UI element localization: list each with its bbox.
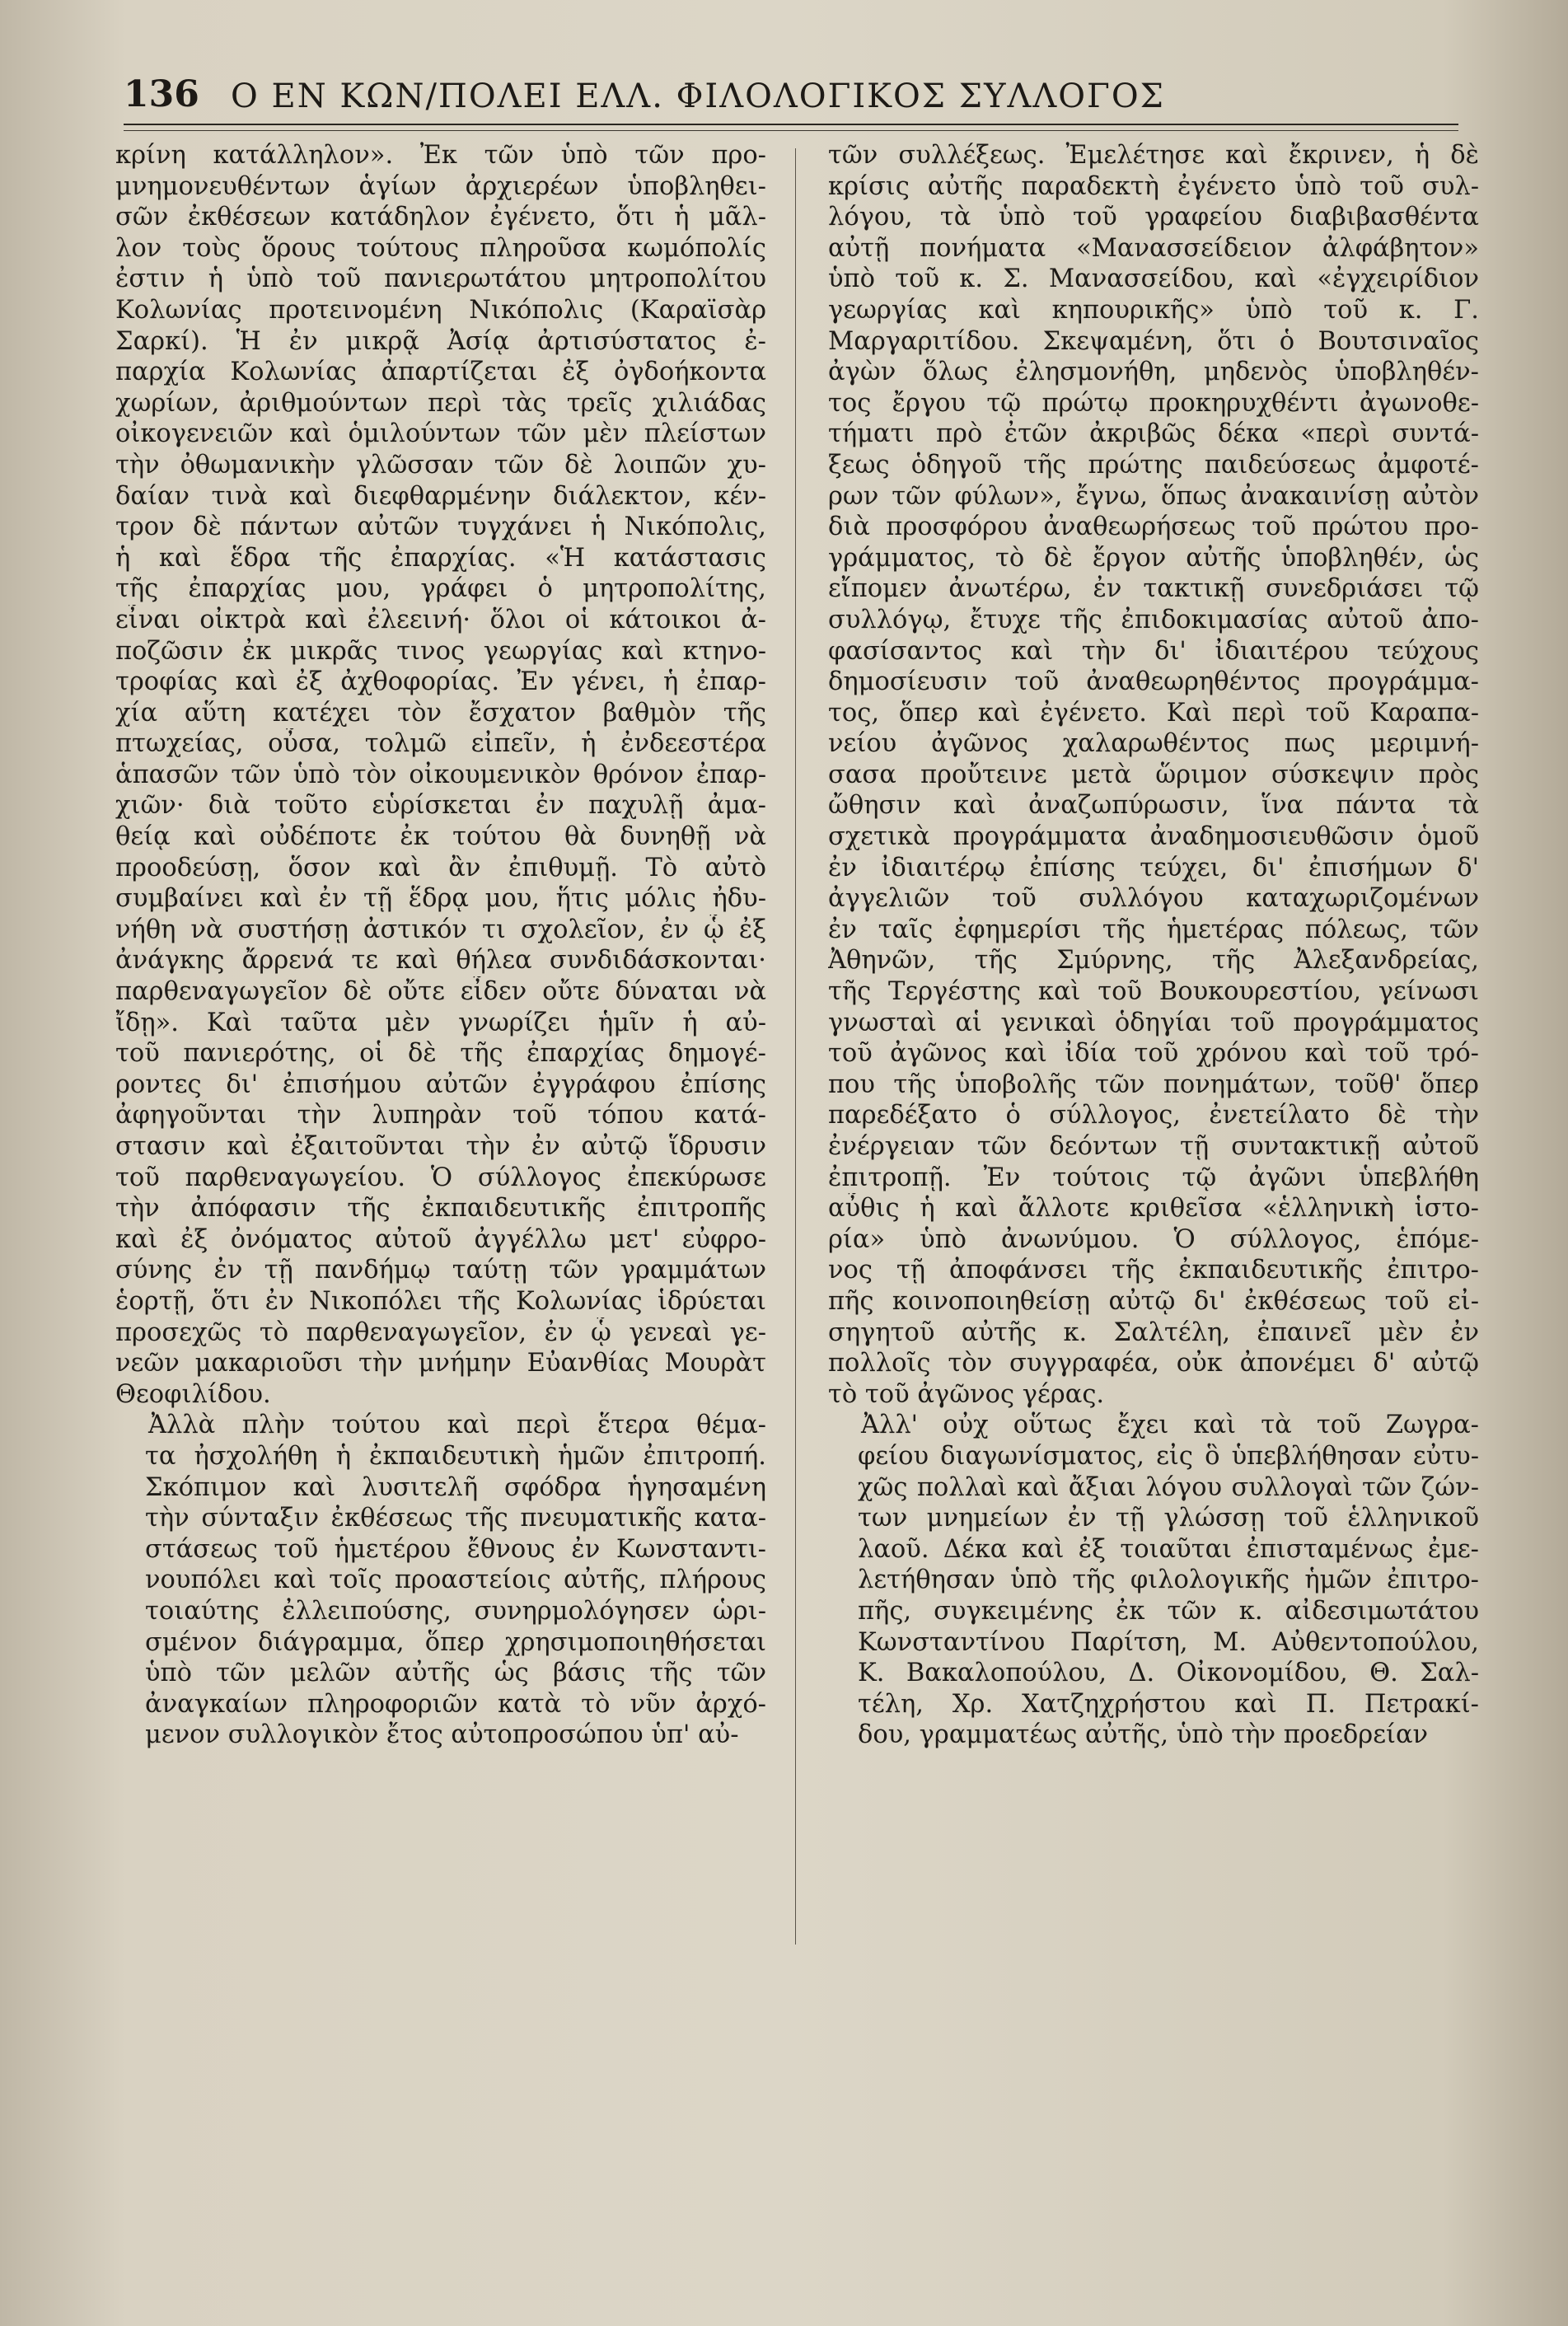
text-line: διὰ προσφόρου ἀναθεωρήσεως τοῦ πρώτου προ-	[828, 512, 1479, 542]
text-line: τέλη, Χρ. Χατζηχρήστου καὶ Π. Πετρακί-	[858, 1689, 1479, 1719]
paragraph	[115, 1410, 766, 1751]
text-line: μενον συλλογικὸν ἔτος αὐτοπροσώπου ὑπ' αὐ-	[145, 1720, 739, 1750]
text-line: Κ. Βακαλοπούλου, Δ. Οἰκονομίδου, Θ. Σαλ-	[858, 1659, 1479, 1688]
text-line: τροφίας καὶ ἐξ ἀχθοφορίας. Ἐν γένει, ἡ ἐπαρ-	[115, 667, 766, 697]
text-line: τα ἠσχολήθη ἡ ἐκπαιδευτικὴ ἡμῶν ἐπιτροπή.	[145, 1441, 766, 1471]
text-line: νήθη νὰ συστήσῃ ἀστικόν τι σχολεῖον, ἐν ᾧ ἐξ	[115, 915, 766, 944]
text-line: ἐστιν ἡ ὑπὸ τοῦ πανιερωτάτου μητροπολίτου	[115, 264, 766, 294]
text-line: σμένον διάγραμμα, ὅπερ χρησιμοποιηθήσεται	[145, 1627, 766, 1657]
text-line: τοῦ παρθεναγωγείου. Ὁ σύλλογος ἐπεκύρωσε	[115, 1163, 766, 1192]
text-line: χία αὕτη κατέχει τὸν ἔσχατον βαθμὸν τῆς	[115, 698, 766, 728]
text-line: πῆς, συγκειμένης ἐκ τῶν κ. αἰδεσιμωτάτου	[858, 1596, 1479, 1626]
text-line: συλλόγῳ, ἔτυχε τῆς ἐπιδοκιμασίας αὐτοῦ ἀπο-	[828, 605, 1479, 634]
text-line: πῆς κοινοποιηθείσῃ αὐτῷ δι' ἐκθέσεως τοῦ εἰ-	[828, 1286, 1479, 1316]
text-line: νος τῇ ἀποφάνσει τῆς ἐκπαιδευτικῆς ἐπιτρο-	[828, 1256, 1479, 1285]
text-line: ἀνάγκης ἄρρενά τε καὶ θήλεα συνδιδάσκονται·	[115, 946, 766, 976]
text-line: τοῦ ἀγῶνος καὶ ἰδία τοῦ χρόνου καὶ τοῦ τρό-	[828, 1039, 1479, 1069]
text-line: οἰκογενειῶν καὶ ὁμιλούντων τῶν μὲν πλείστων	[115, 419, 766, 449]
text-line: ἐνέργειαν τῶν δεόντων τῇ συντακτικῇ αὐτοῦ	[828, 1132, 1479, 1161]
text-line: χιῶν· διὰ τοῦτο εὑρίσκεται ἐν παχυλῇ ἀμα-	[115, 791, 766, 821]
text-line: παρεδέξατο ὁ σύλλογος, ἐνετείλατο δὲ τὴν	[828, 1101, 1479, 1130]
text-line: στασιν καὶ ἐξαιτοῦνται τὴν ἐν αὐτῷ ἵδρυσιν	[115, 1132, 766, 1161]
text-line: προσεχῶς τὸ παρθεναγωγεῖον, ἐν ᾧ γενεαὶ γε-	[115, 1317, 766, 1347]
paragraph	[828, 1410, 1479, 1751]
text-line: ἐπιτροπῇ. Ἐν τούτοις τῷ ἀγῶνι ὑπεβλήθη	[828, 1163, 1479, 1192]
text-line: τρον δὲ πάντων αὐτῶν τυγχάνει ἡ Νικόπολις,	[115, 512, 766, 542]
text-line: αὖθις ἡ καὶ ἄλλοτε κριθεῖσα «ἑλληνικὴ ἱστο-	[828, 1194, 1479, 1224]
text-line: τήματι πρὸ ἐτῶν ἀκριβῶς δέκα «περὶ συντά-	[828, 419, 1479, 449]
text-line: ἐν ἰδιαιτέρῳ ἐπίσης τεύχει, δι' ἐπισήμων δ'	[828, 853, 1479, 882]
text-line: προοδεύσῃ, ὅσον καὶ ἂν ἐπιθυμῇ. Τὸ αὐτὸ	[115, 853, 766, 882]
text-line: χωρίων, ἀριθμούντων περὶ τὰς τρεῖς χιλιάδας	[115, 388, 766, 418]
column-divider	[795, 148, 796, 1945]
text-line: λον τοὺς ὅρους τούτους πληροῦσα κωμόπολίς	[115, 233, 766, 263]
text-line: λαοῦ. Δέκα καὶ ἐξ τοιαῦται ἐπισταμένως ἐμε-	[858, 1534, 1479, 1564]
text-line: Ἀλλ' οὐχ οὕτως ἔχει καὶ τὰ τοῦ Ζωγρα-	[861, 1411, 1479, 1440]
text-line: ἀναγκαίων πληροφοριῶν κατὰ τὸ νῦν ἀρχό-	[145, 1689, 766, 1719]
text-line: εἶναι οἰκτρὰ καὶ ἐλεεινή· ὅλοι οἱ κάτοικοι ἀ-	[115, 605, 766, 634]
page-number: 136	[124, 73, 199, 115]
running-head: Ο ΕΝ ΚΩΝ/ΠΟΛΕΙ ΕΛΛ. ΦΙΛΟΛΟΓΙΚΟΣ ΣΥΛΛΟΓΟΣ	[231, 77, 1165, 115]
text-line: Μαργαριτίδου. Σκεψαμένη, ὅτι ὁ Βουτσιναῖος	[828, 326, 1479, 356]
text-line: ροντες δι' ἐπισήμου αὐτῶν ἐγγράφου ἐπίσης	[115, 1069, 766, 1099]
paragraph	[115, 140, 766, 1410]
text-line: κρίνη κατάλληλον». Ἐκ τῶν ὑπὸ τῶν προ-	[115, 141, 766, 170]
text-line: χῶς πολλαὶ καὶ ἄξιαι λόγου συλλογαὶ τῶν ζών-	[858, 1472, 1479, 1502]
text-line: σύνης ἐν τῇ πανδήμῳ ταύτῃ τῶν γραμμάτων	[115, 1256, 766, 1285]
header-rule	[124, 130, 1458, 131]
text-line: γνωσταὶ αἱ γενικαὶ ὁδηγίαι τοῦ προγράμματος	[828, 1008, 1479, 1037]
text-line: τος ἔργου τῷ πρώτῳ προκηρυχθέντι ἀγωνοθε-	[828, 388, 1479, 418]
text-line: μνημονευθέντων ἁγίων ἀρχιερέων ὑποβληθει-	[115, 171, 766, 201]
text-line: που τῆς ὑποβολῆς τῶν πονημάτων, τοῦθ' ὅπερ	[828, 1069, 1479, 1099]
text-line: Ἀλλὰ πλὴν τούτου καὶ περὶ ἕτερα θέμα-	[148, 1411, 766, 1440]
text-line: ἀγὼν ὅλως ἐλησμονήθη, μηδενὸς ὑποβληθέν-	[828, 358, 1479, 387]
text-line: τῆς Τεργέστης καὶ τοῦ Βουκουρεστίου, γείνωσι	[828, 977, 1479, 1007]
text-line: Θεοφιλίδου.	[115, 1379, 271, 1409]
text-line: φείου διαγωνίσματος, εἰς ὃ ὑπεβλήθησαν εὐτυ-	[858, 1441, 1479, 1471]
text-line: τὴν σύνταξιν ἐκθέσεως τῆς πνευματικῆς κατα-	[145, 1504, 766, 1533]
text-line: παρχία Κολωνίας ἀπαρτίζεται ἐξ ὀγδοήκοντα	[115, 358, 766, 387]
text-line: πολλοῖς τὸν συγγραφέα, οὐκ ἀπονέμει δ' αὐτῷ	[828, 1349, 1479, 1378]
text-line: στάσεως τοῦ ἡμετέρου ἔθνους ἐν Κωνσταντι-	[145, 1534, 766, 1564]
text-line: ποζῶσιν ἐκ μικρᾶς τινος γεωργίας καὶ κτηνο-	[115, 636, 766, 666]
right-column	[828, 140, 1479, 1751]
text-line: δαίαν τινὰ καὶ διεφθαρμένην διάλεκτον, κέν-	[115, 481, 766, 511]
text-line: παρθεναγωγεῖον δὲ οὔτε εἶδεν οὔτε δύναται νὰ	[115, 977, 766, 1007]
text-line: γεωργίας καὶ κηπουρικῆς» ὑπὸ τοῦ κ. Γ.	[828, 295, 1479, 325]
page-header	[124, 58, 1458, 125]
text-line: ξεως ὁδηγοῦ τῆς πρώτης παιδεύσεως ἀμφοτέ-	[828, 450, 1479, 480]
text-line: ἀφηγοῦνται τὴν λυπηρὰν τοῦ τόπου κατά-	[115, 1101, 766, 1130]
text-line: ἑορτῇ, ὅτι ἐν Νικοπόλει τῆς Κολωνίας ἱδρύεται	[115, 1286, 766, 1316]
text-line: δου, γραμματέως αὐτῆς, ὑπὸ τὴν προεδρείαν	[858, 1720, 1429, 1750]
text-line: κρίσις αὐτῆς παραδεκτὴ ἐγένετο ὑπὸ τοῦ συλ-	[828, 171, 1479, 201]
text-line: τὴν ἀπόφασιν τῆς ἐκπαιδευτικῆς ἐπιτροπῆς	[115, 1194, 766, 1224]
text-line: τῶν συλλέξεως. Ἐμελέτησε καὶ ἔκρινεν, ἡ δὲ	[828, 141, 1479, 170]
text-line: Σαρκί). Ἡ ἐν μικρᾷ Ἀσίᾳ ἀρτισύστατος ἐ-	[115, 326, 766, 356]
text-line: θείᾳ καὶ οὐδέποτε ἐκ τούτου θὰ δυνηθῇ νὰ	[115, 822, 766, 852]
text-line: λόγου, τὰ ὑπὸ τοῦ γραφείου διαβιβασθέντα	[828, 203, 1479, 232]
text-line: σηγητοῦ αὐτῆς κ. Σαλτέλη, ἐπαινεῖ μὲν ἐν	[828, 1317, 1479, 1347]
text-line: ρία» ὑπὸ ἀνωνύμου. Ὁ σύλλογος, ἑπόμε-	[828, 1224, 1479, 1254]
text-line: καὶ ἐξ ὀνόματος αὐτοῦ ἀγγέλλω μετ' εὐφρο-	[115, 1224, 766, 1254]
text-line: εἴπομεν ἀνωτέρω, ἐν τακτικῇ συνεδριάσει τῷ	[828, 574, 1479, 604]
text-line: νουπόλει καὶ τοῖς προαστείοις αὐτῆς, πλήρους	[145, 1565, 766, 1595]
text-line: σῶν ἐκθέσεων κατάδηλον ἐγένετο, ὅτι ἡ μᾶλ-	[115, 203, 766, 232]
text-line: νείου ἀγῶνος χαλαρωθέντος πως μεριμνή-	[828, 729, 1479, 759]
text-line: ἀγγελιῶν τοῦ συλλόγου καταχωριζομένων	[828, 884, 1479, 914]
text-line: ἴδῃ». Καὶ ταῦτα μὲν γνωρίζει ἡμῖν ἡ αὐ-	[115, 1008, 766, 1037]
text-line: ἡ καὶ ἕδρα τῆς ἐπαρχίας. «Ἡ κατάστασις	[115, 543, 766, 573]
text-line: ἐν ταῖς ἐφημερίσι τῆς ἡμετέρας πόλεως, τῶν	[828, 915, 1479, 944]
text-line: σασα προὔτεινε μετὰ ὥριμον σύσκεψιν πρὸς	[828, 760, 1479, 789]
text-line: δημοσίευσιν τοῦ ἀναθεωρηθέντος προγράμμα-	[828, 667, 1479, 697]
text-line: τοῦ πανιερότης, οἱ δὲ τῆς ἐπαρχίας δημογέ-	[115, 1039, 766, 1069]
text-line: φασίσαντος καὶ τὴν δι' ἰδιαιτέρου τεύχους	[828, 636, 1479, 666]
text-line: ρων τῶν φύλων», ἔγνω, ὅπως ἀνακαινίσῃ αὐτὸν	[828, 481, 1479, 511]
text-line: αὐτῇ πονήματα «Μανασσείδειον ἀλφάβητον»	[828, 233, 1479, 263]
text-line: τὴν ὀθωμανικὴν γλῶσσαν τῶν δὲ λοιπῶν χυ-	[115, 450, 766, 480]
text-line: ὤθησιν καὶ ἀναζωπύρωσιν, ἵνα πάντα τὰ	[828, 791, 1479, 821]
text-line: τὸ τοῦ ἀγῶνος γέρας.	[828, 1379, 1105, 1409]
text-line: τῆς ἐπαρχίας μου, γράφει ὁ μητροπολίτης,	[115, 574, 766, 604]
left-column	[115, 140, 766, 1751]
text-line: Σκόπιμον καὶ λυσιτελῆ σφόδρα ἡγησαμένη	[145, 1472, 766, 1502]
text-line: των μνημείων ἐν τῇ γλώσσῃ τοῦ ἑλληνικοῦ	[858, 1504, 1479, 1533]
text-line: σχετικὰ προγράμματα ἀναδημοσιευθῶσιν ὁμοῦ	[828, 822, 1479, 852]
text-line: γράμματος, τὸ δὲ ἔργον αὐτῆς ὑποβληθέν, ὡς	[828, 543, 1479, 573]
text-line: πτωχείας, οὖσα, τολμῶ εἰπεῖν, ἡ ἐνδεεστέρα	[115, 729, 766, 759]
text-line: συμβαίνει καὶ ἐν τῇ ἕδρᾳ μου, ἥτις μόλις ἠδυ-	[115, 884, 766, 914]
text-line: Κωνσταντίνου Παρίτση, Μ. Αὐθεντοπούλου,	[858, 1627, 1479, 1657]
text-line: λετήθησαν ὑπὸ τῆς φιλολογικῆς ἡμῶν ἐπιτρο-	[858, 1565, 1479, 1595]
text-line: τος, ὅπερ καὶ ἐγένετο. Καὶ περὶ τοῦ Καραπα-	[828, 698, 1479, 728]
text-line: τοιαύτης ἐλλειπούσης, συνηρμολόγησεν ὡρι-	[145, 1596, 766, 1626]
text-line: ὑπὸ τῶν μελῶν αὐτῆς ὡς βάσις τῆς τῶν	[145, 1659, 766, 1688]
text-line: ἁπασῶν τῶν ὑπὸ τὸν οἰκουμενικὸν θρόνον ἐπαρ-	[115, 760, 766, 789]
text-line: ὑπὸ τοῦ κ. Σ. Μανασσείδου, καὶ «ἐγχειρίδιον	[828, 264, 1479, 294]
paragraph	[828, 140, 1479, 1410]
text-line: νεῶν μακαριοῦσι τὴν μνήμην Εὐανθίας Μουρὰτ	[115, 1349, 766, 1378]
text-line: Κολωνίας προτεινομένη Νικόπολις (Καραϊσὰρ	[115, 295, 766, 325]
text-line: Ἀθηνῶν, τῆς Σμύρνης, τῆς Ἀλεξανδρείας,	[828, 946, 1479, 976]
